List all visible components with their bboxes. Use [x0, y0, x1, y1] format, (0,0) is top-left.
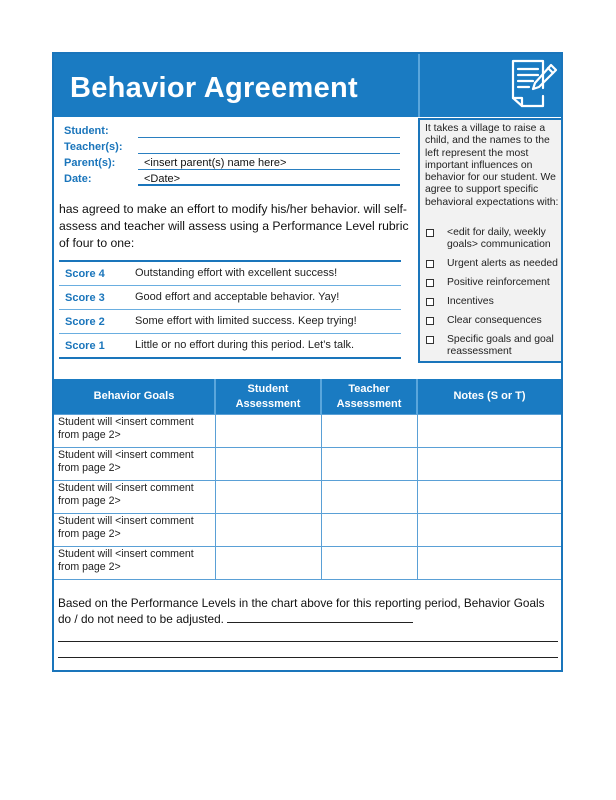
- document-pencil-icon: [509, 58, 559, 108]
- score-label: Score 2: [65, 316, 105, 328]
- goal-cell[interactable]: Student will <insert comment from page 2>: [54, 547, 215, 580]
- table-row: [54, 415, 561, 448]
- checklist-item-label: Specific goals and goal reassessment: [447, 333, 554, 358]
- header-banner: [54, 54, 561, 117]
- parent-field-row: [64, 156, 404, 172]
- agreement-text: has agreed to make an effort to modify his/her behavior. will self-assess and teacher will assess using a Performance Level rubric of four to one:: [59, 202, 409, 250]
- goal-cell[interactable]: Student will <insert comment from page 2>: [54, 481, 215, 514]
- checklist-item-label: Urgent alerts as needed: [447, 258, 558, 270]
- score-description: Good effort and acceptable behavior. Yay!: [135, 291, 340, 303]
- student-assessment-cell[interactable]: [215, 514, 321, 547]
- notes-cell[interactable]: [417, 415, 561, 448]
- checklist-item-label: Positive reinforcement: [447, 277, 550, 289]
- checklist-item: [425, 334, 563, 359]
- notes-cell[interactable]: [417, 481, 561, 514]
- checklist-item: [425, 296, 563, 308]
- date-label: Date:: [64, 173, 92, 185]
- sidebar-intro: It takes a village to raise a child, and the names to the left represent the most important influences on behavior for our student. We agree to support specific behavioral expectations with:: [425, 123, 559, 208]
- notes-cell[interactable]: [417, 547, 561, 580]
- parent-field[interactable]: <insert parent(s) name here>: [138, 156, 400, 170]
- teacher-assessment-cell[interactable]: [321, 547, 417, 580]
- checklist-item: [425, 277, 563, 289]
- score-row: [59, 310, 401, 334]
- table-row: [54, 514, 561, 547]
- student-assessment-cell[interactable]: [215, 448, 321, 481]
- score-label: Score 1: [65, 340, 105, 352]
- adjustment-line[interactable]: [58, 645, 558, 658]
- column-header-notes: Notes (S or T): [417, 379, 561, 415]
- page-title: Behavior Agreement: [70, 72, 358, 104]
- student-assessment-cell[interactable]: [215, 481, 321, 514]
- notes-cell[interactable]: [417, 448, 561, 481]
- teacher-field[interactable]: [138, 140, 400, 154]
- behavior-agreement-form: [52, 52, 563, 672]
- goal-cell[interactable]: Student will <insert comment from page 2>: [54, 448, 215, 481]
- participants-fields: [64, 124, 404, 188]
- goal-cell[interactable]: Student will <insert comment from page 2>: [54, 514, 215, 547]
- student-field-row: [64, 124, 404, 140]
- column-header-behavior-goals: Behavior Goals: [54, 379, 215, 415]
- score-rubric: [59, 260, 401, 359]
- teacher-assessment-cell[interactable]: [321, 514, 417, 547]
- support-sidebar: [418, 118, 561, 363]
- checklist-item: [425, 258, 563, 270]
- score-label: Score 4: [65, 268, 105, 280]
- date-field-row: [64, 172, 404, 188]
- teacher-field-row: [64, 140, 404, 156]
- teacher-assessment-cell[interactable]: [321, 415, 417, 448]
- checkbox[interactable]: [426, 298, 434, 306]
- score-row: [59, 334, 401, 357]
- score-description: Some effort with limited success. Keep trying!: [135, 315, 357, 327]
- column-header-teacher-assessment: Teacher Assessment: [321, 379, 417, 415]
- student-label: Student:: [64, 125, 109, 137]
- table-row: [54, 481, 561, 514]
- header-divider: [418, 54, 420, 117]
- score-description: Outstanding effort with excellent success!: [135, 267, 338, 279]
- student-assessment-cell[interactable]: [215, 415, 321, 448]
- checkbox[interactable]: [426, 336, 434, 344]
- checkbox[interactable]: [426, 260, 434, 268]
- table-row: [54, 547, 561, 580]
- checkbox[interactable]: [426, 229, 434, 237]
- checkbox[interactable]: [426, 317, 434, 325]
- goal-cell[interactable]: Student will <insert comment from page 2>: [54, 415, 215, 448]
- adjustment-note: [58, 596, 560, 658]
- score-row: [59, 262, 401, 286]
- checklist-item: [425, 315, 563, 327]
- teacher-assessment-cell[interactable]: [321, 481, 417, 514]
- column-header-student-assessment: Student Assessment: [215, 379, 321, 415]
- score-label: Score 3: [65, 292, 105, 304]
- table-row: [54, 448, 561, 481]
- checklist-item-label: Clear consequences: [447, 314, 542, 326]
- checklist-item-label: <edit for daily, weekly goals> communication: [447, 227, 551, 251]
- behavior-goals-table: [54, 379, 561, 580]
- score-description: Little or no effort during this period. Let’s talk.: [135, 339, 355, 351]
- student-field[interactable]: [138, 124, 400, 138]
- support-checklist: [425, 227, 563, 365]
- notes-cell[interactable]: [417, 514, 561, 547]
- checklist-item-label: Incentives: [447, 295, 494, 307]
- checkbox[interactable]: [426, 279, 434, 287]
- date-field[interactable]: <Date>: [138, 172, 400, 186]
- adjustment-text: Based on the Performance Levels in the chart above for this reporting period, Behavior Goals do / do not need to be adjusted.: [58, 596, 545, 626]
- student-assessment-cell[interactable]: [215, 547, 321, 580]
- parent-label: Parent(s):: [64, 157, 116, 169]
- table-header-row: [54, 379, 561, 415]
- checklist-item: [425, 227, 563, 252]
- adjustment-line[interactable]: [58, 629, 558, 642]
- score-row: [59, 286, 401, 310]
- teacher-label: Teacher(s):: [64, 141, 123, 153]
- adjustment-line[interactable]: [227, 611, 413, 623]
- teacher-assessment-cell[interactable]: [321, 448, 417, 481]
